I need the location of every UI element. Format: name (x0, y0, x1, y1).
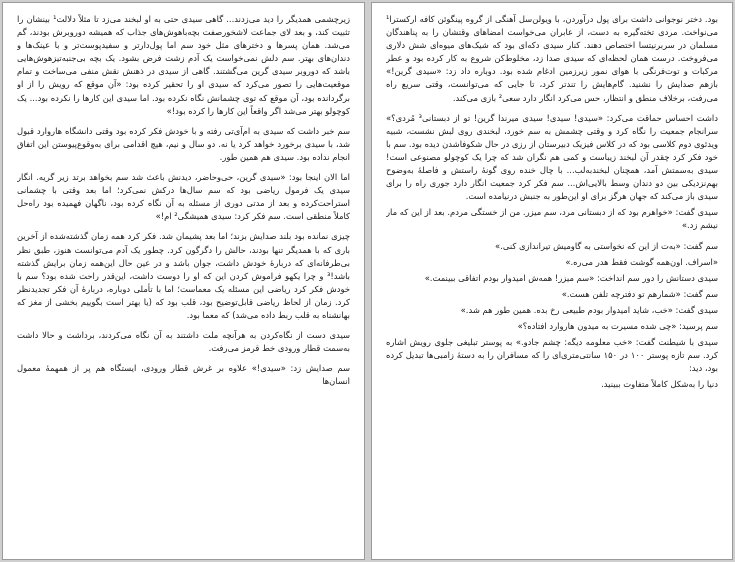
paragraph: سیدی گفت: «خواهرم بود که از دبستانی مرد، سم میزر. من از خستگی مردم. بعد از این که مار نیشم زد.» (386, 207, 718, 231)
left-page (2, 2, 365, 560)
paragraph: بود. دختر نوجوانی داشت برای پول درآوردن، با ویولن‌سل آهنگی از گروه پینگوئن کافه ارکسترا¹ می‌نواخت. مردی تخته‌گیره به دست، از عابران می‌خواست امضاهای وقتشان را به پناهندگان مسلمان در سربرنیتسا اختصاص دهند. کنار سیدی دکه‌ای بود که شیک‌های میوه‌ای شش دلاری می‌فروخت. درست همان لحظه‌ای که سیدی صدا زد، مخلوط‌کن شروع به کار کرده بود و عطر مرکبات و توت‌فرنگی با هوای نمور زیرزمین ادغام شده بود. دوباره داد زد: «سیدی گرین!» بازهم صدایش را نشنید. گام‌هایش را تندتر کرد، تا جایی که می‌توانست، وقتی سریع راه می‌رفت، برخلاف منطق و انتظار، حس می‌کرد انگار دارد سعی² بازی می‌کند. (386, 14, 718, 103)
paragraph: سم پرسید: «چی شده مسیرت به میدون هاروارد افتاده؟» (517, 320, 718, 331)
paragraph: چیزی نمانده بود بلند صدایش بزند؛ اما بعد پشیمان شد. فکر کرد همه زمان گذشته‌شده از آخرین باری که با همدیگر تنها بودند، حالش را دگرگون کرد. چطور یک آدم می‌توانست هنوز، طبق نظر بی‌طرفانه‌ای که دربارهٔ خودش داشت، جوان باشد و در عین حال این‌همه زمان برایش گذشته باشد!³ و چرا یکهو فراموش کردن این که او را دوست داشت، این‌قدر راحت شده بود؟ سم با خودش فکر کرد ریاضی این مسئله یک معماست؛ اما با تأملی دوباره، دربارهٔ آن فکر تجدیدنظر کرد. زمان از لحاظ ریاضی قابل‌توضیح بود، قلب بود که (یا بهتر است بگوییم بخشی از مغز که بهانشناه به قلب ربط داده می‌شد) که معما بود. (17, 231, 350, 320)
paragraph: سیدی دست از نگاه‌کردن به هرآنچه ملت داشتند به آن نگاه می‌کردند، برداشت و حالا داشت به‌سمت قطار ورودی خط قرمز می‌رفت. (17, 330, 350, 354)
paragraph: سم گفت: «شمارهم تو دفترچه تلفن هست.» (561, 288, 718, 299)
paragraph: دنیا را به‌شکل کاملاً متفاوت ببینید. (601, 379, 718, 390)
paragraph: سم خبر داشت که سیدی به ام‌آی‌تی رفته و با خودش فکر کرده بود وقتی دانشگاه هاروارد قبول شد، با سیدی برخورد خواهد کرد یا نه. دو سال و نیم، هیچ اقدامی برای به‌وقوع‌پیوستن این اتفاق انجام نداده بود. سیدی هم همین طور. (17, 125, 350, 162)
paragraph: سم گفت: «به‌ت از این که نخواستی به گاومیش تیراندازی کنی.» (495, 240, 718, 251)
paragraph: سیدی با شیطنت گفت: «خب معلومه دیگه: چشم جادو.» به پوستر تبلیغی جلوی رویش اشاره کرد. سم تازه پوستر ۱۰۰ در ۱۵۰ سانتی‌متری‌ای را که مسافران را به دستهٔ زامبی‌ها تبدیل کرده بود، دید: (386, 337, 718, 374)
paragraph: اما الان اینجا بود: «سیدی گرین، حی‌وحاضر، دیدنش باعث شد سم بخواهد برتد زیر گریه. انگار سیدی یک فرمول ریاضی بود که سم سال‌ها درکش نمی‌کرد؛ اما بعد وقتی با چشمانی استراحت‌کرده و بعد از مدتی دوری از مسئله به آن نگاه کرده بود، ناگهان فهمیده بود راه‌حل کاملاً منطقی است. سم فکر کرد: سیدی همیشگی² ام!» (17, 172, 350, 222)
paragraph: «اسراف. اون‌همه گوشت فقط هدر می‌ره.» (565, 256, 718, 267)
right-page-text (386, 13, 718, 551)
paragraph: سیدی گفت: «خب، شاید امیدوار بودم طبیعی رخ بده. همین طور هم شد.» (460, 304, 718, 315)
paragraph: زیرچشمی همدیگر را دید می‌زدند... گاهی سیدی حتی به او لبخند می‌زد تا مثلاً دلالت¹ بینشان را تثبیت کند، و بعد لای جماعت لاشخورصفت بچه‌باهوش‌های جذاب که همیشه دوروبرش بودند، گم می‌شد. همان پسرها و دخترهای مثل خود سم اما پول‌دارتر و سفیدپوست‌تر و با عینک‌ها و دندان‌های بهتر. سم دلش نمی‌خواست یک آدم زشت فرض بشود. یک بچه بی‌جنبه‌تیزهوش‌هایی باشد که دوروبر سیدی گرین می‌گشتند. گاهی از سیدی در ذهنش نقش منفی می‌ساخت و تمام موقعیت‌هایی را تصور می‌کرد که سیدی او را تحقیر کرده بود: «آن موقع که رویش را از او برگردانده بود، آن موقع که توی چشمانش نگاه نکرده بود. اما سیدی این کارها را نکرده بود... یک کوچولو بهتر می‌شد اگر واقعاً این کارها را کرده بود!» (17, 14, 350, 116)
paragraph: سیدی دستانش را دور سم انداخت: «سم میزر! همه‌ش امیدوار بودم اتفاقی ببینمت.» (424, 272, 718, 283)
right-page (371, 2, 733, 560)
paragraph: داشت احساس حماقت می‌کرد: «سیدی! سیدی! سیدی میرندا گرین! تو از دبستانی³ مُردی؟» سرانجام جمعیت را نگاه کرد و وقتی چشمش به سم خورد، لبخندی روی لبش نشست، شبیه ویدئوی دوم کلاسی بود که در کلاس فیزیک دبیرستان از رزی در حال شکوفاشدن دیده بود. سم با خود فکر کرد چقدر آن لبخند زیباست و کمی هم نگران شد که چرا یک کوچولو مصنوعی است! سیدی به‌سمتش آمد، همچنان لبخندبه‌لب... با چال خنده روی گونهٔ راستش و فاصلهٔ به‌وضوح بهم‌نزدیکی بین دو دندان وسط بالایی‌اش... سم فکر کرد جمعیت انگار دارد جوری راه را برای سیدی باز می‌کند که جهان هرگز برای او این‌طور به جنبش درنیامده است. (386, 112, 718, 202)
left-page-text (17, 13, 350, 551)
paragraph: سم صدایش زد: «سیدی!» علاوه بر غرش قطار ورودی، ایستگاه هم پر از همهمهٔ معمول انسان‌ها (17, 363, 350, 387)
